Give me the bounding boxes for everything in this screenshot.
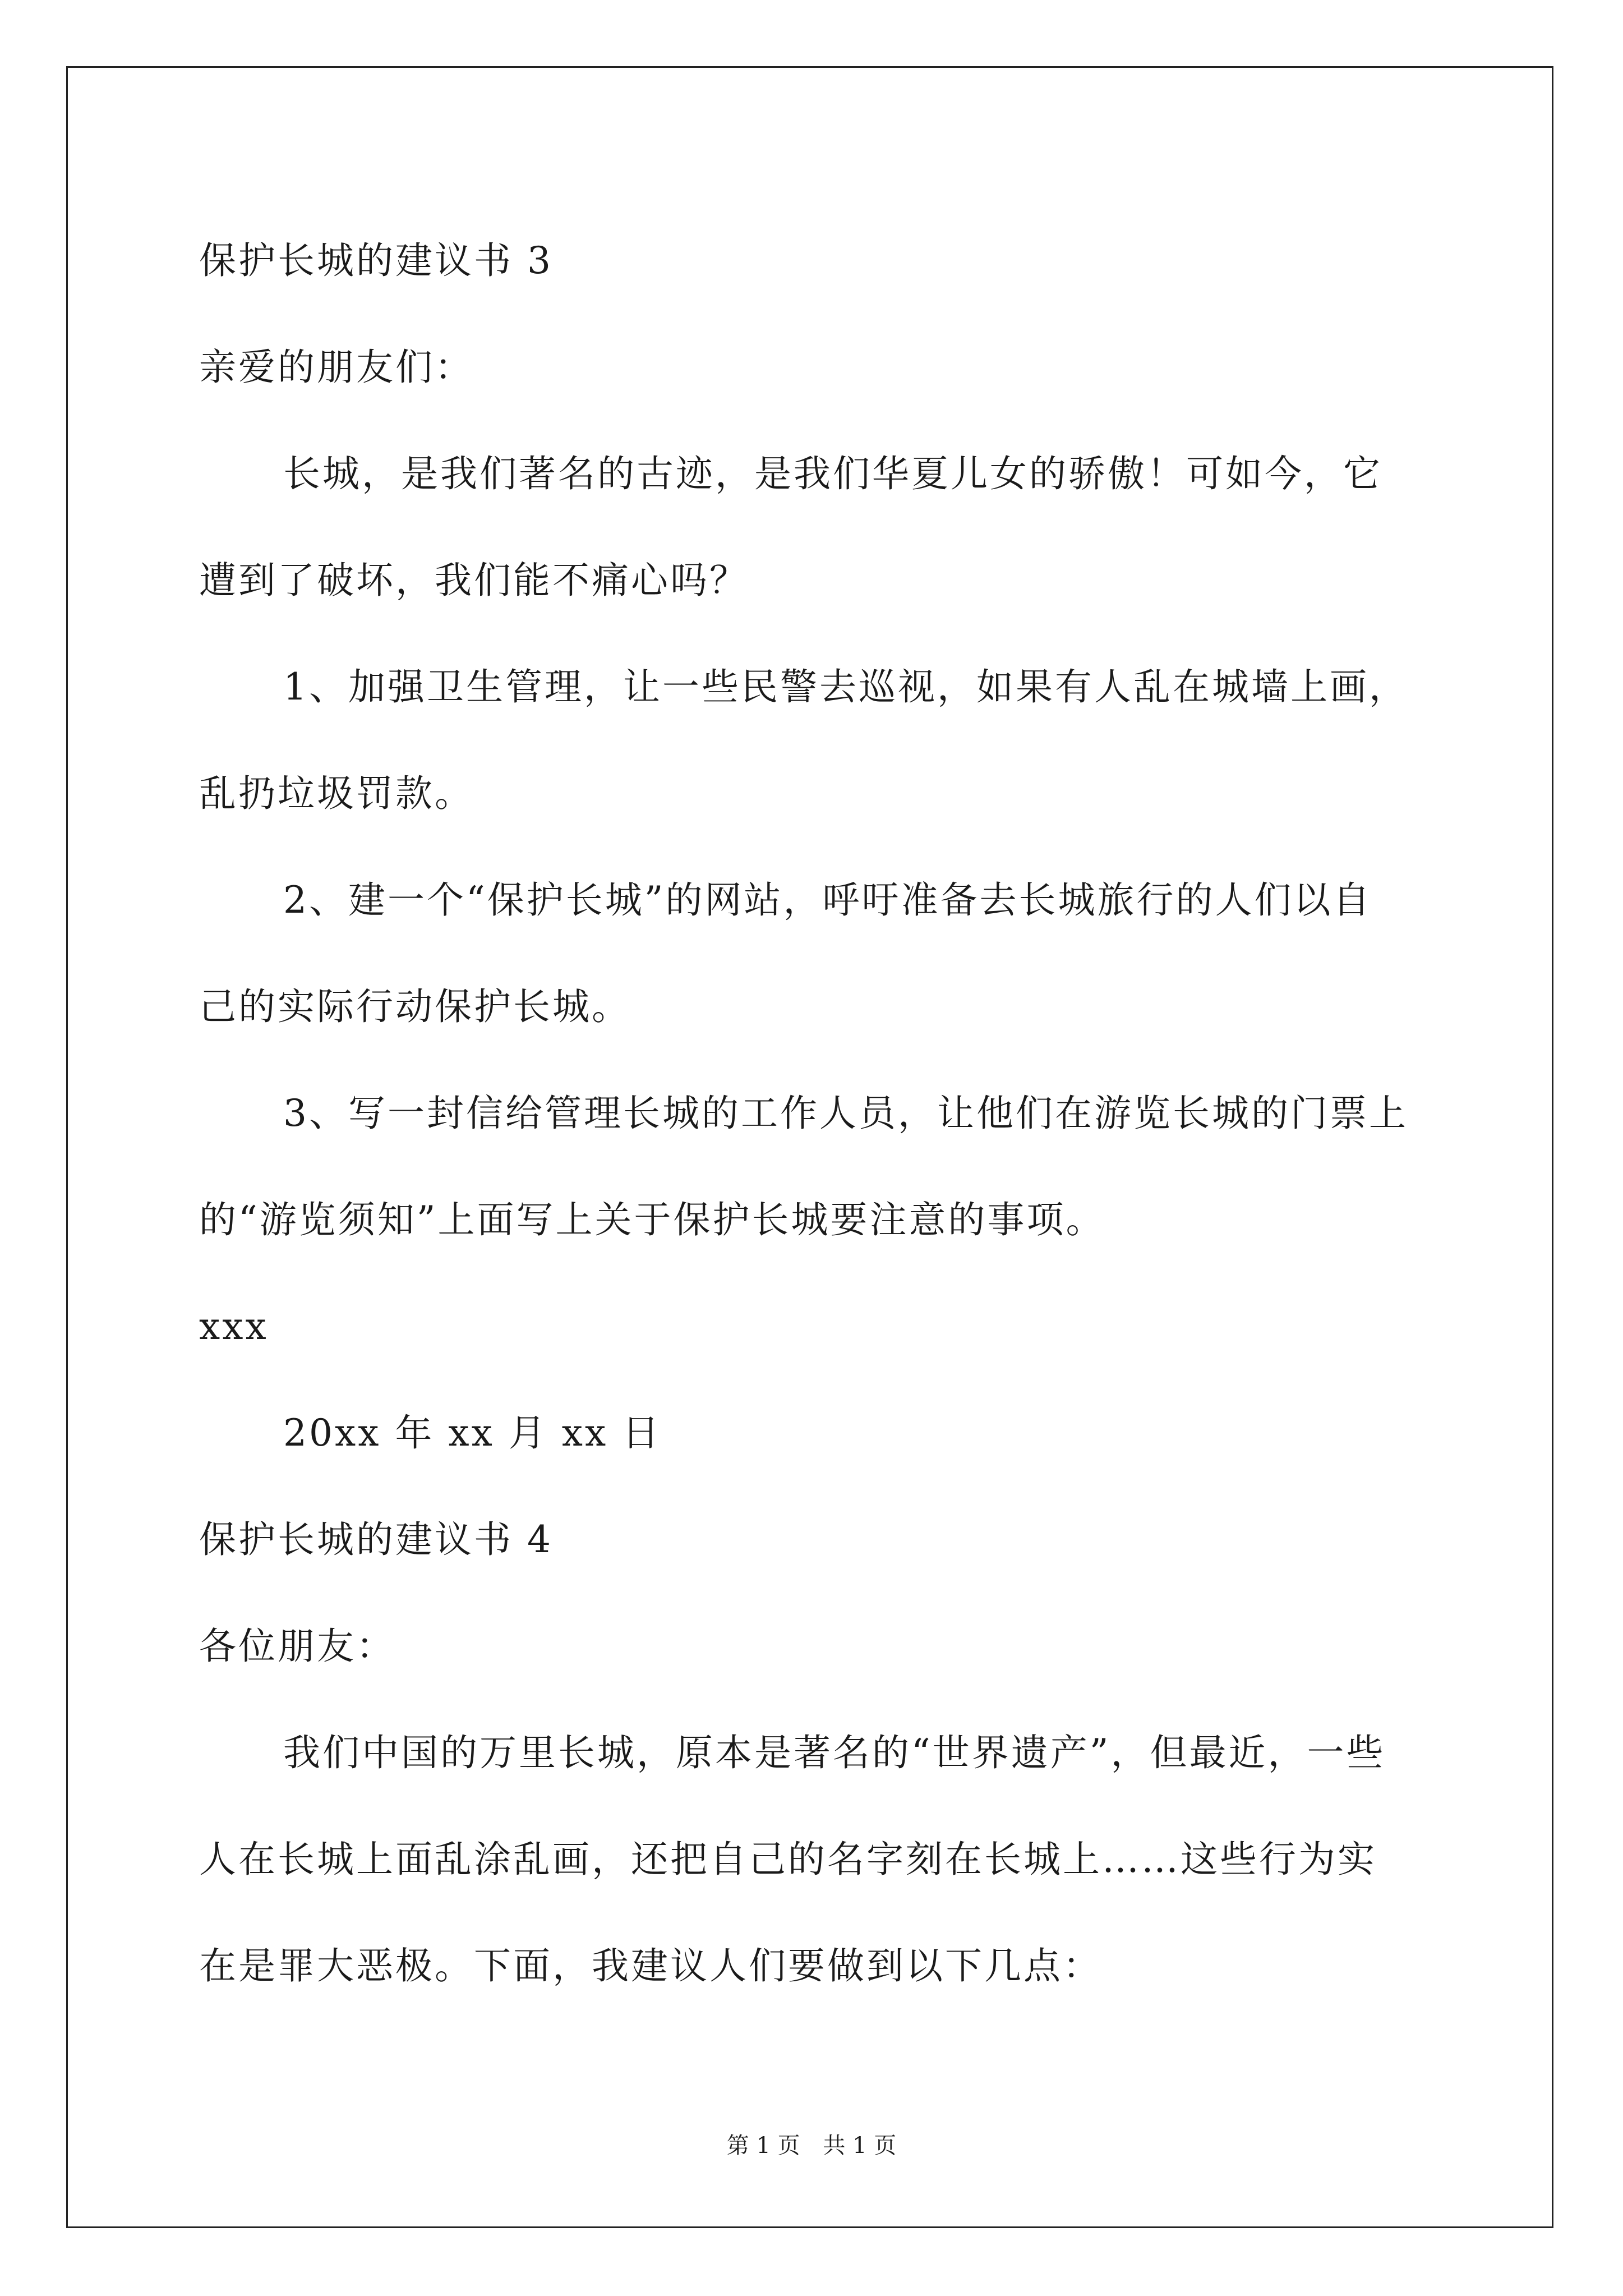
salutation: 亲爱的朋友们：	[199, 346, 474, 389]
suggestion-3: 3、写一封信给管理长城的工作人员，让他们在游览长城的门票上	[283, 1092, 1408, 1135]
page-footer	[0, 2129, 1623, 2162]
salutation: 各位朋友：	[199, 1625, 395, 1668]
document-body	[199, 208, 1427, 2019]
page-number-current: 第 1 页	[726, 2133, 800, 2159]
paragraph-line: 乱扔垃圾罚款。	[199, 772, 474, 815]
paragraph-line: 人在长城上面乱涂乱画，还把自己的名字刻在长城上……这些行为实	[199, 1838, 1377, 1881]
paragraph-line: 在是罪大恶极。下面，我建议人们要做到以下几点：	[199, 1944, 1102, 1987]
section-title-4: 保护长城的建议书 4	[199, 1518, 553, 1561]
suggestion-1: 1、加强卫生管理，让一些民警去巡视，如果有人乱在城墙上画，	[283, 665, 1408, 708]
paragraph-line: 长城，是我们著名的古迹，是我们华夏儿女的骄傲！可如今，它	[283, 452, 1382, 495]
suggestion-2: 2、建一个“保护长城”的网站，呼吁准备去长城旅行的人们以自	[283, 878, 1372, 922]
page-number-total: 共 1 页	[823, 2133, 897, 2159]
paragraph-line: 遭到了破坏，我们能不痛心吗？	[199, 559, 749, 602]
paragraph-line: 己的实际行动保护长城。	[199, 985, 631, 1028]
paragraph-line: 的“游览须知”上面写上关于保护长城要注意的事项。	[199, 1198, 1105, 1241]
section-title-3: 保护长城的建议书 3	[199, 239, 553, 282]
signature: xxx	[199, 1305, 269, 1348]
date-line: 20xx 年 xx 月 xx 日	[283, 1411, 662, 1455]
paragraph-line: 我们中国的万里长城，原本是著名的“世界遗产”，但最近，一些	[283, 1731, 1386, 1774]
